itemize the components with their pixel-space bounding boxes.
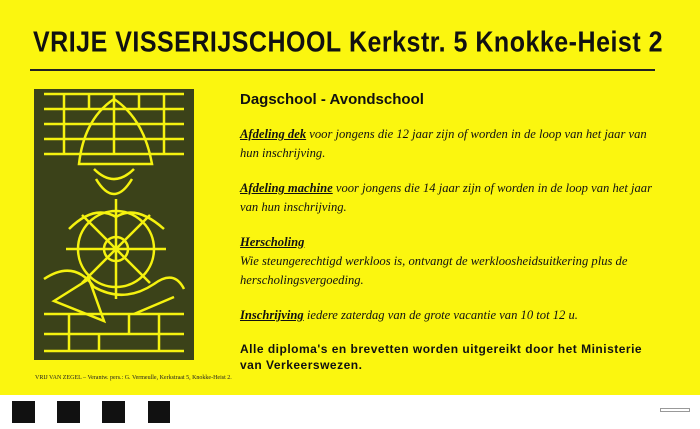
- calibration-patch: [125, 401, 148, 423]
- calibration-patch: [170, 401, 193, 423]
- calibration-patch: [12, 401, 35, 423]
- section-deck: [240, 125, 658, 163]
- calibration-patch: [35, 401, 58, 423]
- stained-glass-fisherman-icon: [34, 89, 194, 360]
- calibration-patch: [193, 401, 216, 423]
- school-name: VRIJE VISSERIJSCHOOL: [33, 26, 342, 59]
- calibration-patch: [102, 401, 125, 423]
- section-engine: [240, 179, 658, 217]
- publisher-footer: VRIJ VAN ZEGEL – Verantw. pers.: G. Vermeulle, Kerkstraat 5, Knokke-Heist 2.: [35, 375, 232, 381]
- school-address: Kerkstr. 5 Knokke-Heist 2: [348, 26, 663, 59]
- engine-heading: Afdeling machine: [240, 181, 333, 195]
- calibration-patch: [57, 401, 80, 423]
- retraining-text: Wie steungerechtigd werkloos is, ontvangt de werkloosheidsuitkering plus de herscholingsvergoeding.: [240, 254, 628, 287]
- header-divider: [30, 69, 655, 71]
- school-headline: [33, 26, 663, 59]
- registration-text: iedere zaterdag van de grote vacantie van 10 tot 12 u.: [303, 308, 578, 322]
- deck-heading: Afdeling dek: [240, 127, 307, 141]
- diploma-statement: Alle diploma's en brevetten worden uitgereikt door het Ministerie van Verkeerswezen.: [240, 342, 643, 372]
- school-type-heading: Dagschool - Avondschool: [240, 91, 424, 108]
- calibration-patch: [148, 401, 171, 423]
- scale-ruler: [660, 408, 690, 412]
- course-information: [240, 91, 658, 373]
- retraining-heading: Herscholing: [240, 235, 305, 249]
- deck-text: voor jongens die 12 jaar zijn of worden in de loop van het jaar van hun inschrijving.: [240, 127, 647, 160]
- engine-text: voor jongens die 14 jaar zijn of worden in de loop van het jaar van hun inschrijving.: [240, 181, 652, 214]
- section-retraining: [240, 233, 658, 290]
- registration-heading: Inschrijving: [240, 308, 304, 322]
- calibration-patch: [80, 401, 103, 423]
- section-registration: [240, 306, 658, 325]
- color-calibration-bar: [12, 401, 238, 423]
- calibration-patch: [215, 401, 238, 423]
